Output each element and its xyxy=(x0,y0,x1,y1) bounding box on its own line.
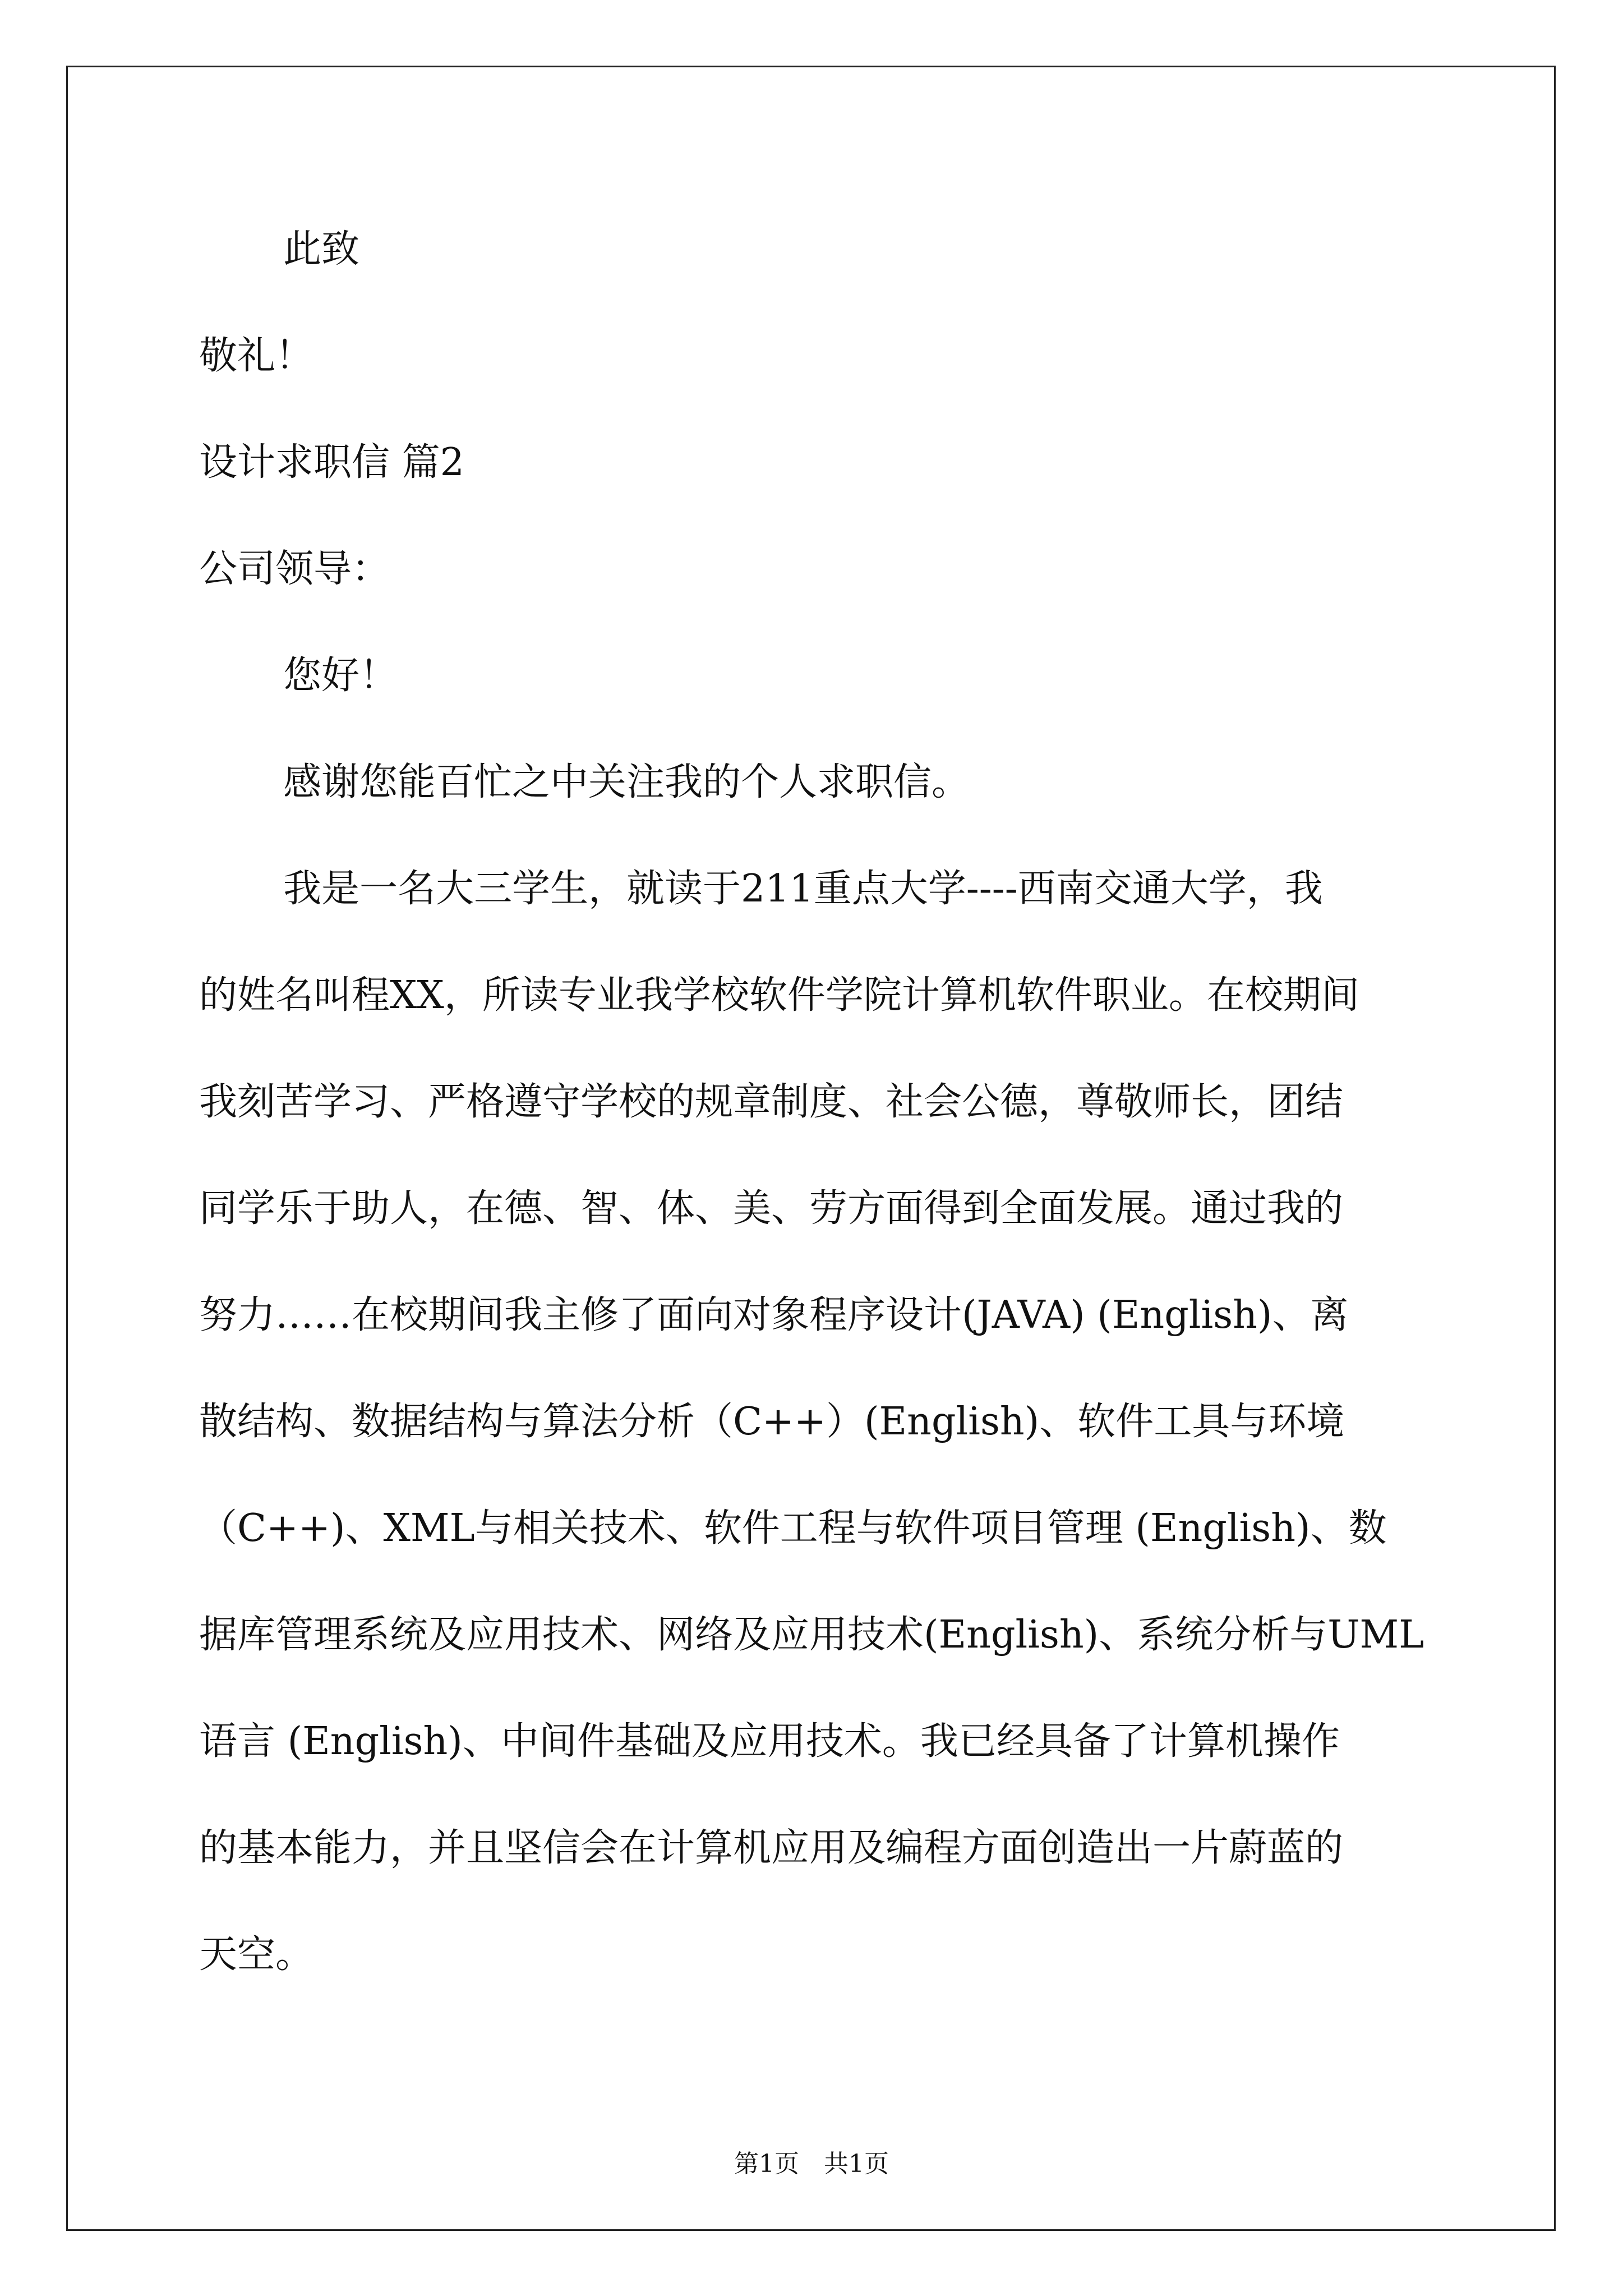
body-line: 天空。 xyxy=(199,1932,314,1977)
body-line: 的姓名叫程XX，所读专业我学校软件学院计算机软件职业。在校期间 xyxy=(199,973,1359,1018)
page-footer: 第1页 共1页 xyxy=(734,2150,889,2178)
page-border xyxy=(66,66,1556,2231)
intro-paragraph: 感谢您能百忙之中关注我的个人求职信。 xyxy=(283,760,970,804)
body-line: 散结构、数据结构与算法分析（C++）(English)、软件工具与环境 xyxy=(199,1400,1345,1444)
recipient: 公司领导： xyxy=(199,547,390,591)
closing-greeting: 此致 xyxy=(283,227,360,272)
body-line: （C++)、XML与相关技术、软件工程与软件项目管理 (English)、数 xyxy=(199,1506,1387,1550)
greeting: 您好！ xyxy=(283,654,398,698)
salute: 敬礼！ xyxy=(199,334,314,378)
body-line: 我刻苦学习、严格遵守学校的规章制度、社会公德，尊敬师长，团结 xyxy=(199,1080,1344,1124)
body-line: 据库管理系统及应用技术、网络及应用技术(English)、系统分析与UML xyxy=(199,1613,1424,1657)
body-line: 的基本能力，并且坚信会在计算机应用及编程方面创造出一片蔚蓝的 xyxy=(199,1826,1344,1870)
body-line: 努力……在校期间我主修了面向对象程序设计(JAVA) (English)、离 xyxy=(199,1293,1349,1337)
section-title: 设计求职信 篇2 xyxy=(199,440,464,485)
body-line: 同学乐于助人，在德、智、体、美、劳方面得到全面发展。通过我的 xyxy=(199,1186,1344,1231)
body-line: 语言 (English)、中间件基础及应用技术。我已经具备了计算机操作 xyxy=(199,1719,1340,1764)
body-line: 我是一名大三学生，就读于211重点大学----西南交通大学，我 xyxy=(283,867,1323,911)
